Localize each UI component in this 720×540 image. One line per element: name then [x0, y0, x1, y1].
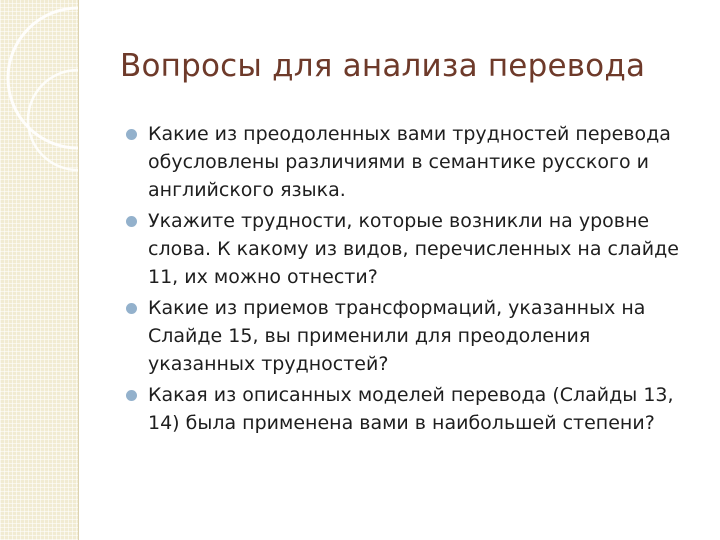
bullet-item — [126, 207, 698, 291]
decorative-left-strip — [0, 0, 79, 540]
bullet-dot-icon — [126, 390, 137, 401]
bullet-item — [126, 120, 698, 204]
bullet-item — [126, 294, 698, 378]
bullet-dot-icon — [126, 129, 137, 140]
slide-title: Вопросы для анализа перевода — [120, 48, 646, 84]
bullet-text: Какие из преодоленных вами трудностей перевода обусловлены различиями в семантике русского и английского языка. — [148, 123, 671, 201]
bullet-item — [126, 381, 698, 437]
bullet-dot-icon — [126, 216, 137, 227]
bullet-list — [126, 120, 698, 440]
bullet-dot-icon — [126, 303, 137, 314]
bullet-text: Какая из описанных моделей перевода (Слайды 13, 14) была применена вами в наибольшей степени? — [148, 384, 674, 434]
bullet-text: Укажите трудности, которые возникли на уровне слова. К какому из видов, перечисленных на слайде 11, их можно отнести? — [148, 210, 679, 288]
bullet-text: Какие из приемов трансформаций, указанных на Слайде 15, вы применили для преодоления указанных трудностей? — [148, 297, 646, 375]
decorative-arcs — [0, 0, 78, 540]
